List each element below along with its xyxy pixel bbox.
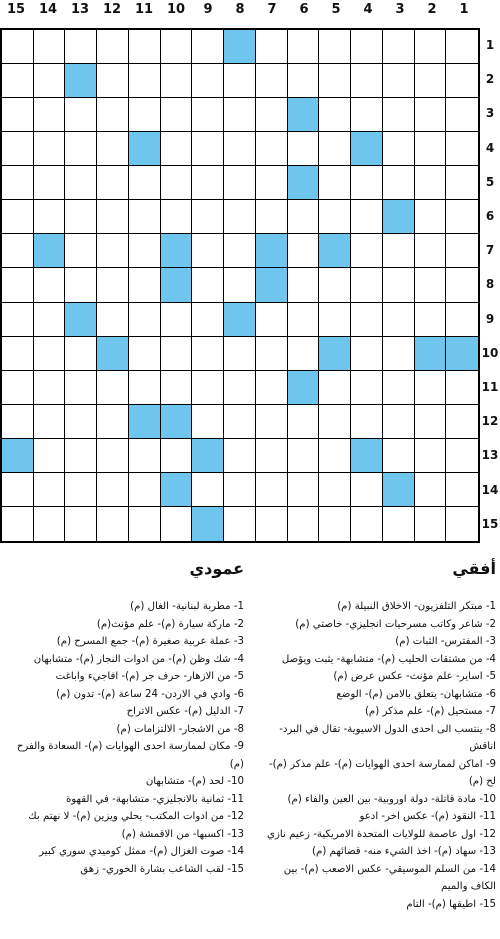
letter-cell[interactable] (129, 507, 161, 541)
vertical-clue: 10- لحد (م)- متشابهان (145, 776, 244, 787)
letter-cell[interactable] (192, 132, 224, 166)
letter-cell[interactable] (34, 337, 66, 371)
letter-cell[interactable] (256, 371, 288, 405)
letter-cell[interactable] (192, 30, 224, 64)
letter-cell[interactable] (351, 98, 383, 132)
letter-cell[interactable] (319, 507, 351, 541)
letter-cell[interactable] (446, 234, 478, 268)
horizontal-title: أفقي (452, 559, 496, 578)
letter-cell[interactable] (97, 371, 129, 405)
vertical-clue: 11- ثمانية بالانجليزي- متشابهة- في القهوة (65, 793, 244, 805)
letter-cell[interactable] (446, 30, 478, 64)
row-number: 13 (481, 448, 499, 463)
letter-cell[interactable] (97, 507, 129, 541)
letter-cell[interactable] (446, 132, 478, 166)
letter-cell[interactable] (161, 98, 193, 132)
letter-cell[interactable] (446, 98, 478, 132)
letter-cell[interactable] (97, 405, 129, 439)
letter-cell[interactable] (2, 303, 34, 337)
letter-cell[interactable] (2, 405, 34, 439)
horizontal-clue: 8- ينتسب الى احدى الدول الاسيوية- تقال في البرد- اناقش (279, 723, 496, 752)
letter-cell[interactable] (161, 337, 193, 371)
letter-cell[interactable] (383, 507, 415, 541)
horizontal-clue: 4- من مشتقات الحليب (م)- متشابهة- يثبت ويؤصل (281, 653, 496, 665)
letter-cell[interactable] (97, 98, 129, 132)
letter-cell[interactable] (224, 64, 256, 98)
letter-cell[interactable] (351, 473, 383, 507)
letter-cell[interactable] (446, 268, 478, 302)
column-number: 2 (427, 2, 437, 17)
letter-cell[interactable] (129, 268, 161, 302)
letter-cell[interactable] (97, 200, 129, 234)
letter-cell[interactable] (65, 166, 97, 200)
horizontal-clues (258, 560, 496, 913)
horizontal-clue: 14- من السلم الموسيقي- عكس الاصعب (م)- بين الكاف والميم (283, 863, 496, 892)
letter-cell[interactable] (415, 303, 447, 337)
letter-cell[interactable] (224, 439, 256, 473)
letter-cell[interactable] (192, 166, 224, 200)
letter-cell[interactable] (97, 64, 129, 98)
row-number: 9 (485, 311, 495, 326)
letter-cell[interactable] (129, 30, 161, 64)
shaded-cell (288, 371, 320, 405)
shaded-cell (256, 234, 288, 268)
letter-cell[interactable] (129, 234, 161, 268)
letter-cell[interactable] (319, 132, 351, 166)
letter-cell[interactable] (97, 439, 129, 473)
letter-cell[interactable] (256, 507, 288, 541)
letter-cell[interactable] (256, 166, 288, 200)
letter-cell[interactable] (256, 473, 288, 507)
letter-cell[interactable] (2, 64, 34, 98)
letter-cell[interactable] (415, 30, 447, 64)
letter-cell[interactable] (129, 303, 161, 337)
letter-cell[interactable] (129, 473, 161, 507)
letter-cell[interactable] (224, 132, 256, 166)
letter-cell[interactable] (288, 507, 320, 541)
letter-cell[interactable] (65, 132, 97, 166)
letter-cell[interactable] (192, 234, 224, 268)
letter-cell[interactable] (97, 30, 129, 64)
column-number: 6 (299, 2, 309, 17)
column-number: 15 (6, 2, 26, 17)
column-number: 8 (235, 2, 245, 17)
letter-cell[interactable] (256, 132, 288, 166)
letter-cell[interactable] (319, 200, 351, 234)
vertical-clue: 4- شك وظن (م)- من ادوات النجار (م)- متشابهان (33, 653, 244, 665)
shaded-cell (161, 268, 193, 302)
shaded-cell (319, 234, 351, 268)
letter-cell[interactable] (415, 64, 447, 98)
letter-cell[interactable] (161, 200, 193, 234)
letter-cell[interactable] (415, 371, 447, 405)
letter-cell[interactable] (446, 166, 478, 200)
letter-cell[interactable] (2, 473, 34, 507)
letter-cell[interactable] (415, 405, 447, 439)
column-number: 7 (267, 2, 277, 17)
letter-cell[interactable] (34, 64, 66, 98)
letter-cell[interactable] (224, 473, 256, 507)
shaded-cell (34, 234, 66, 268)
column-number: 12 (102, 2, 122, 17)
letter-cell[interactable] (65, 30, 97, 64)
letter-cell[interactable] (2, 132, 34, 166)
letter-cell[interactable] (383, 132, 415, 166)
letter-cell[interactable] (224, 268, 256, 302)
shaded-cell (415, 337, 447, 371)
letter-cell[interactable] (2, 30, 34, 64)
letter-cell[interactable] (415, 234, 447, 268)
letter-cell[interactable] (351, 371, 383, 405)
letter-cell[interactable] (2, 200, 34, 234)
letter-cell[interactable] (65, 371, 97, 405)
letter-cell[interactable] (319, 405, 351, 439)
letter-cell[interactable] (446, 64, 478, 98)
letter-cell[interactable] (224, 166, 256, 200)
row-number: 15 (481, 516, 499, 531)
letter-cell[interactable] (34, 30, 66, 64)
letter-cell[interactable] (65, 98, 97, 132)
letter-cell[interactable] (192, 405, 224, 439)
letter-cell[interactable] (256, 337, 288, 371)
letter-cell[interactable] (192, 303, 224, 337)
letter-cell[interactable] (97, 132, 129, 166)
letter-cell[interactable] (65, 507, 97, 541)
letter-cell[interactable] (256, 405, 288, 439)
letter-cell[interactable] (34, 507, 66, 541)
letter-cell[interactable] (129, 439, 161, 473)
letter-cell[interactable] (65, 268, 97, 302)
letter-cell[interactable] (34, 200, 66, 234)
letter-cell[interactable] (129, 371, 161, 405)
letter-cell[interactable] (256, 439, 288, 473)
letter-cell[interactable] (319, 371, 351, 405)
shaded-cell (129, 132, 161, 166)
letter-cell[interactable] (65, 337, 97, 371)
letter-cell[interactable] (383, 371, 415, 405)
letter-cell[interactable] (65, 473, 97, 507)
letter-cell[interactable] (34, 473, 66, 507)
letter-cell[interactable] (224, 405, 256, 439)
letter-cell[interactable] (319, 30, 351, 64)
row-number: 1 (485, 38, 495, 52)
letter-cell[interactable] (446, 371, 478, 405)
letter-cell[interactable] (256, 64, 288, 98)
letter-cell[interactable] (415, 439, 447, 473)
letter-cell[interactable] (351, 405, 383, 439)
shaded-cell (97, 337, 129, 371)
letter-cell[interactable] (288, 473, 320, 507)
letter-cell[interactable] (351, 234, 383, 268)
letter-cell[interactable] (161, 132, 193, 166)
shaded-cell (383, 200, 415, 234)
letter-cell[interactable] (415, 200, 447, 234)
shaded-cell (129, 405, 161, 439)
vertical-title: عمودي (189, 559, 244, 578)
shaded-cell (351, 439, 383, 473)
shaded-cell (2, 439, 34, 473)
letter-cell[interactable] (415, 473, 447, 507)
column-number: 13 (70, 2, 90, 17)
vertical-clue: 14- صوت الغزال (م)- ممثل كوميدي سوري كبير (39, 846, 244, 857)
letter-cell[interactable] (34, 98, 66, 132)
letter-cell[interactable] (319, 473, 351, 507)
letter-cell[interactable] (2, 507, 34, 541)
letter-cell[interactable] (351, 200, 383, 234)
letter-cell[interactable] (192, 371, 224, 405)
letter-cell[interactable] (192, 337, 224, 371)
row-number: 14 (481, 482, 499, 497)
letter-cell[interactable] (446, 405, 478, 439)
letter-cell[interactable] (161, 371, 193, 405)
letter-cell[interactable] (224, 507, 256, 541)
shaded-cell (192, 507, 224, 541)
letter-cell[interactable] (34, 371, 66, 405)
letter-cell[interactable] (129, 98, 161, 132)
horizontal-clue: 12- اول عاصمة للولايات المتحدة الامريكية- زعيم نازي (267, 828, 496, 840)
letter-cell[interactable] (34, 166, 66, 200)
letter-cell[interactable] (129, 200, 161, 234)
letter-cell[interactable] (129, 64, 161, 98)
shaded-cell (446, 337, 478, 371)
letter-cell[interactable] (288, 234, 320, 268)
letter-cell[interactable] (97, 268, 129, 302)
letter-cell[interactable] (383, 439, 415, 473)
letter-cell[interactable] (351, 30, 383, 64)
letter-cell[interactable] (351, 166, 383, 200)
vertical-clues (4, 560, 244, 878)
horizontal-clue: 15- اطيقها (م)- التام (406, 898, 496, 910)
letter-cell[interactable] (161, 30, 193, 64)
horizontal-clue: 2- شاعر وكاتب مسرحيات انجليزي- خاصتي (م) (295, 618, 496, 630)
row-number: 10 (481, 345, 499, 360)
letter-cell[interactable] (65, 439, 97, 473)
row-number: 7 (485, 243, 495, 258)
shaded-cell (65, 303, 97, 337)
letter-cell[interactable] (256, 303, 288, 337)
column-number: 9 (203, 2, 213, 17)
letter-cell[interactable] (161, 166, 193, 200)
letter-cell[interactable] (351, 303, 383, 337)
letter-cell[interactable] (97, 303, 129, 337)
letter-cell[interactable] (161, 303, 193, 337)
shaded-cell (319, 337, 351, 371)
letter-cell[interactable] (288, 337, 320, 371)
shaded-cell (192, 439, 224, 473)
row-number: 11 (481, 380, 499, 394)
letter-cell[interactable] (319, 268, 351, 302)
letter-cell[interactable] (288, 64, 320, 98)
letter-cell[interactable] (351, 507, 383, 541)
letter-cell[interactable] (34, 268, 66, 302)
letter-cell[interactable] (446, 200, 478, 234)
letter-cell[interactable] (2, 371, 34, 405)
letter-cell[interactable] (34, 132, 66, 166)
horizontal-clue: 9- اماكن لممارسة احدى الهوايات (م)- علم مذكر (م)- لح (م) (268, 758, 496, 787)
letter-cell[interactable] (351, 337, 383, 371)
row-numbers (480, 28, 500, 543)
letter-cell[interactable] (161, 507, 193, 541)
letter-cell[interactable] (319, 64, 351, 98)
letter-cell[interactable] (192, 268, 224, 302)
letter-cell[interactable] (446, 473, 478, 507)
letter-cell[interactable] (288, 405, 320, 439)
column-number: 5 (331, 2, 341, 17)
horizontal-clue: 1- مبتكر التلفزيون- الاخلاق النبيلة (م) (337, 601, 496, 612)
shaded-cell (224, 30, 256, 64)
vertical-clue: 6- وادي في الاردن- 24 ساعة (م)- تدون (م) (56, 688, 244, 700)
letter-cell[interactable] (224, 234, 256, 268)
row-number: 12 (481, 414, 499, 429)
letter-cell[interactable] (65, 200, 97, 234)
column-number: 4 (363, 2, 373, 17)
letter-cell[interactable] (415, 507, 447, 541)
horizontal-clue: 13- سهاد (م)- اخذ الشيء منه- قضائهم (م) (312, 846, 496, 857)
horizontal-clue: 6- متشابهان- يتعلق بالامن (م)- الوضع (336, 688, 496, 700)
letter-cell[interactable] (34, 303, 66, 337)
letter-cell[interactable] (319, 303, 351, 337)
crossword-grid (0, 28, 480, 543)
letter-cell[interactable] (288, 132, 320, 166)
letter-cell[interactable] (97, 473, 129, 507)
vertical-clue: 8- من الاشجار- الالتزامات (م) (116, 723, 244, 735)
letter-cell[interactable] (351, 64, 383, 98)
letter-cell[interactable] (256, 98, 288, 132)
vertical-clue: 7- الدليل (م)- عكس الاتراح (126, 706, 244, 717)
letter-cell[interactable] (161, 439, 193, 473)
letter-cell[interactable] (2, 234, 34, 268)
letter-cell[interactable] (319, 439, 351, 473)
letter-cell[interactable] (446, 303, 478, 337)
vertical-clue: 9- مكان لممارسة احدى الهوايات (م)- السعادة والفرح (م) (16, 741, 244, 770)
letter-cell[interactable] (2, 166, 34, 200)
letter-cell[interactable] (65, 405, 97, 439)
column-number: 11 (134, 2, 154, 17)
letter-cell[interactable] (383, 303, 415, 337)
shaded-cell (65, 64, 97, 98)
vertical-clue: 12- من ادوات المكتب- يحلي ويزين (م)- لا نهتم بك (28, 811, 244, 822)
letter-cell[interactable] (415, 268, 447, 302)
vertical-clue: 1- مطربة لبنانية- الغال (م) (130, 601, 244, 612)
shaded-cell (161, 234, 193, 268)
letter-cell[interactable] (224, 98, 256, 132)
horizontal-clue: 3- المفترس- الثبات (م) (395, 636, 496, 647)
letter-cell[interactable] (351, 268, 383, 302)
vertical-clue: 13- اكسبها- من الاقمشة (م) (121, 828, 244, 840)
shaded-cell (288, 98, 320, 132)
letter-cell[interactable] (446, 507, 478, 541)
letter-cell[interactable] (383, 166, 415, 200)
letter-cell[interactable] (415, 132, 447, 166)
shaded-cell (161, 405, 193, 439)
letter-cell[interactable] (256, 30, 288, 64)
row-number: 2 (485, 72, 495, 87)
letter-cell[interactable] (34, 439, 66, 473)
shaded-cell (288, 166, 320, 200)
letter-cell[interactable] (2, 337, 34, 371)
letter-cell[interactable] (224, 371, 256, 405)
letter-cell[interactable] (383, 98, 415, 132)
letter-cell[interactable] (383, 268, 415, 302)
letter-cell[interactable] (65, 234, 97, 268)
letter-cell[interactable] (34, 405, 66, 439)
column-number: 14 (38, 2, 58, 17)
vertical-clue: 3- عملة عربية صغيرة (م)- جمع المسرح (م) (56, 636, 244, 647)
letter-cell[interactable] (446, 439, 478, 473)
row-number: 6 (485, 209, 495, 223)
letter-cell[interactable] (415, 166, 447, 200)
row-number: 3 (485, 106, 495, 121)
letter-cell[interactable] (129, 166, 161, 200)
column-number: 3 (395, 2, 405, 17)
horizontal-clue: 5- اساير- علم مؤنث- عكس عرض (م) (333, 671, 496, 682)
letter-cell[interactable] (256, 200, 288, 234)
letter-cell[interactable] (383, 234, 415, 268)
letter-cell[interactable] (415, 98, 447, 132)
shaded-cell (256, 268, 288, 302)
row-number: 5 (485, 174, 495, 189)
shaded-cell (351, 132, 383, 166)
letter-cell[interactable] (288, 303, 320, 337)
letter-cell[interactable] (383, 64, 415, 98)
row-number: 4 (485, 140, 495, 155)
letter-cell[interactable] (192, 473, 224, 507)
letter-cell[interactable] (224, 200, 256, 234)
shaded-cell (383, 473, 415, 507)
letter-cell[interactable] (192, 98, 224, 132)
vertical-clue: 5- من الازهار- حرف جر (م)- افاجيء واباغت (55, 671, 244, 682)
letter-cell[interactable] (288, 439, 320, 473)
letter-cell[interactable] (129, 337, 161, 371)
letter-cell[interactable] (97, 166, 129, 200)
letter-cell[interactable] (288, 268, 320, 302)
letter-cell[interactable] (192, 64, 224, 98)
letter-cell[interactable] (383, 405, 415, 439)
letter-cell[interactable] (319, 98, 351, 132)
letter-cell[interactable] (383, 337, 415, 371)
column-number: 10 (166, 2, 186, 17)
letter-cell[interactable] (97, 234, 129, 268)
letter-cell[interactable] (383, 30, 415, 64)
letter-cell[interactable] (288, 200, 320, 234)
row-number: 8 (485, 277, 495, 292)
column-number: 1 (459, 2, 469, 17)
column-numbers (0, 0, 480, 28)
letter-cell[interactable] (2, 98, 34, 132)
letter-cell[interactable] (224, 337, 256, 371)
letter-cell[interactable] (319, 166, 351, 200)
shaded-cell (161, 473, 193, 507)
vertical-clue: 15- لقب الشاعب بشارة الخوري- زهق (80, 863, 244, 875)
letter-cell[interactable] (2, 268, 34, 302)
shaded-cell (224, 303, 256, 337)
horizontal-clue: 11- النقود (م)- عكس اخر- ادعو (359, 811, 496, 822)
vertical-clue: 2- ماركة سيارة (م)- علم مؤنث(م) (96, 618, 244, 630)
letter-cell[interactable] (192, 200, 224, 234)
horizontal-clue: 10- مادة قاتلة- دولة اوروبية- بين العين والفاء (م) (287, 793, 496, 805)
horizontal-clue: 7- مستحيل (م)- علم مذكر (م) (364, 706, 496, 717)
letter-cell[interactable] (161, 64, 193, 98)
letter-cell[interactable] (288, 30, 320, 64)
